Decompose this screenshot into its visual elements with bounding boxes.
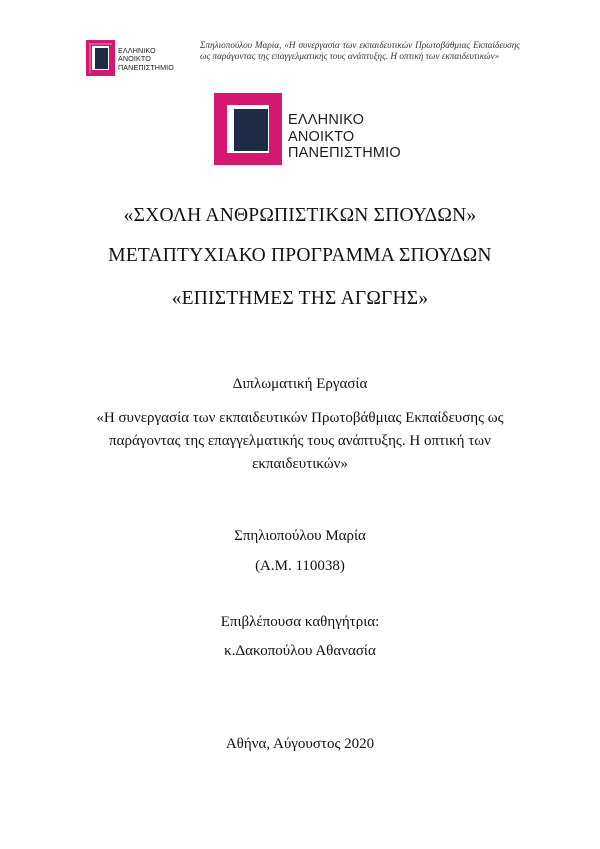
- logo-line: ΑΝΟΙΚΤΟ: [288, 128, 355, 145]
- university-logo-small-text: [118, 47, 174, 72]
- thesis-title-line: «Η συνεργασία των εκπαιδευτικών Πρωτοβάθμιας Εκπαίδευσης ως: [96, 410, 504, 426]
- logo-line: ΕΛΛΗΝΙΚΟ: [118, 46, 156, 55]
- logo-line: ΕΛΛΗΝΙΚΟ: [288, 112, 365, 128]
- supervisor-name: κ.Δακοπούλου Αθανασία: [224, 643, 376, 659]
- school-name: «ΣΧΟΛΗ ΑΝΘΡΩΠΙΣΤΙΚΩΝ ΣΠΟΥΔΩΝ»: [123, 205, 477, 226]
- supervisor-label: Επιβλέπουσα καθηγήτρια:: [220, 614, 380, 630]
- logo-line: ΠΑΝΕΠΙΣΤΗΜΙΟ: [288, 145, 401, 161]
- thesis-title: [70, 407, 530, 476]
- logo-line: ΑΝΟΙΚΤΟ: [118, 54, 151, 64]
- thesis-title-line: εκπαιδευτικών»: [252, 456, 348, 472]
- student-id: (Α.Μ. 110038): [255, 558, 345, 574]
- place-date: Αθήνα, Αύγουστος 2020: [225, 736, 375, 752]
- thesis-title-line: παράγοντας της επαγγελματικής τους ανάπτυξης. Η οπτική των: [109, 433, 491, 449]
- program-name: ΜΕΤΑΠΤΥΧΙΑΚΟ ΠΡΟΓΡΑΜΜΑ ΣΠΟΥΔΩΝ: [108, 245, 492, 266]
- specialization: «ΕΠΙΣΤΗΜΕΣ ΤΗΣ ΑΓΩΓΗΣ»: [171, 288, 429, 309]
- logo-line: ΠΑΝΕΠΙΣΤΗΜΙΟ: [118, 62, 174, 72]
- author-name: Σπηλιοπούλου Μαρία: [234, 528, 366, 544]
- university-logo-large-text: [288, 112, 401, 162]
- header-citation: Σπηλιοπούλου Μαρία, «Η συνεργασία των εκπαιδευτικών Πρωτοβάθμιας Εκπαίδευσης ως παράγοντας της επαγγελματικής τους ανάπτυξης. Η οπτική των εκπαιδευτικών»: [200, 40, 520, 62]
- thesis-type: Διπλωματική Εργασία: [232, 376, 368, 392]
